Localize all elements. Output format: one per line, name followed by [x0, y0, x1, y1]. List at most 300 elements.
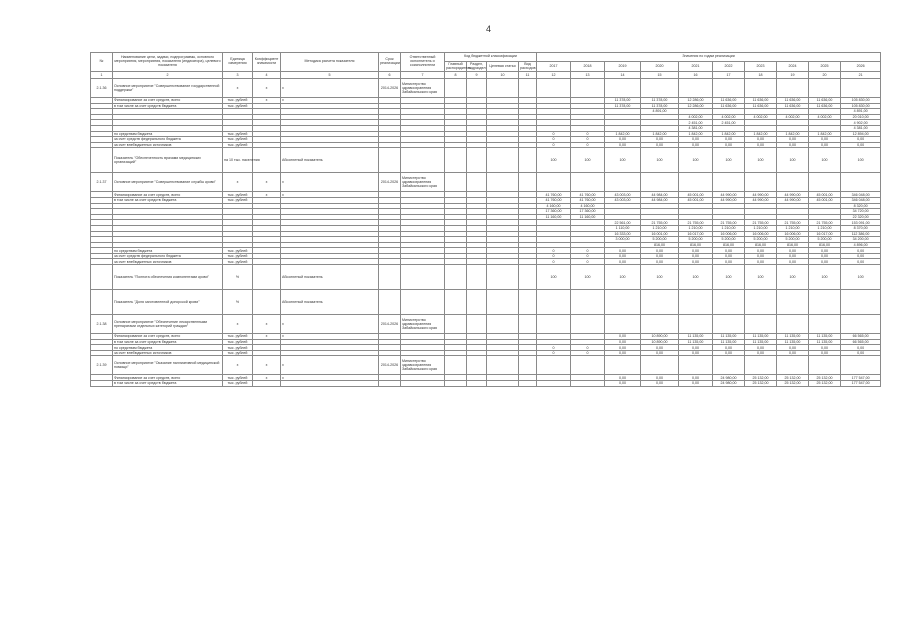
cell-value	[713, 79, 745, 98]
cell-value	[841, 173, 881, 192]
cell-value	[713, 315, 745, 334]
cell-value: 44 990,00	[777, 192, 809, 198]
cell-value: 0,00	[713, 259, 745, 265]
table-row	[91, 265, 881, 290]
cell-kbk	[467, 356, 487, 375]
column-index-cell: 16	[679, 72, 713, 79]
cell-method: х	[281, 356, 379, 375]
cell-value: 4 891,00	[841, 109, 881, 115]
cell-value: 0,00	[777, 253, 809, 259]
cell-method: х	[281, 315, 379, 334]
cell-value: 24 980,00	[713, 375, 745, 381]
cell-value: 0,00	[641, 253, 679, 259]
cell-name: за счет внебюджетных источников	[113, 350, 223, 356]
cell-value	[777, 315, 809, 334]
cell-value: 153 091,00	[841, 220, 881, 226]
cell-value: 2 451,00	[679, 120, 713, 126]
cell-kbk	[467, 290, 487, 315]
cell-unit: тыс. рублей	[223, 142, 253, 148]
cell-value: 0,00	[641, 142, 679, 148]
cell-value	[745, 290, 777, 315]
cell-value: 0,00	[841, 142, 881, 148]
cell-name: по средствам бюджета	[113, 131, 223, 137]
cell-value: 12 894,00	[841, 131, 881, 137]
column-index-cell: 2	[113, 72, 223, 79]
cell-value	[641, 315, 679, 334]
cell-name: Основное мероприятие "Совершенствование службы крови"	[113, 173, 223, 192]
cell-value	[537, 79, 571, 98]
cell-value: 0,00	[679, 142, 713, 148]
cell-value: 0,00	[841, 253, 881, 259]
cell-value: 0,00	[641, 345, 679, 351]
cell-value: 4 902,00	[841, 120, 881, 126]
cell-value: 4 002,00	[745, 114, 777, 120]
cell-value: 0,00	[841, 248, 881, 254]
cell-value: 12 286,00	[679, 103, 713, 109]
cell-unit: %	[223, 265, 253, 290]
cell-value: 4 381,00	[841, 125, 881, 131]
cell-value	[745, 315, 777, 334]
cell-kbk	[467, 315, 487, 334]
cell-name: Показатель "Полнота обеспечения компонентами крови"	[113, 265, 223, 290]
cell-value: 16 006,00	[777, 231, 809, 237]
cell-kbk	[519, 315, 537, 334]
cell-value: 0,00	[777, 248, 809, 254]
cell-method	[281, 381, 379, 387]
cell-value: 0,00	[641, 248, 679, 254]
cell-value: 100	[679, 265, 713, 290]
cell-value: 11 135,00	[679, 339, 713, 345]
cell-method: х	[281, 375, 379, 381]
cell-kbk	[445, 315, 467, 334]
cell-resp: Министерство здравоохранения Забайкальского края	[401, 79, 445, 98]
cell-value: 0	[571, 248, 605, 254]
cell-value: 0,00	[605, 142, 641, 148]
cell-value: 0	[571, 137, 605, 143]
cell-value: 4 002,00	[809, 114, 841, 120]
cell-kbk	[487, 173, 519, 192]
header-year: 2018	[571, 62, 605, 72]
cell-kbk	[487, 148, 519, 173]
cell-value: 0	[571, 131, 605, 137]
cell-unit: %	[223, 290, 253, 315]
column-index-cell: 21	[841, 72, 881, 79]
cell-value: 1 842,00	[809, 131, 841, 137]
cell-kbk	[487, 315, 519, 334]
cell-kbk	[467, 148, 487, 173]
cell-value	[641, 79, 679, 98]
header-year: 2020	[641, 62, 679, 72]
cell-unit: тыс. рублей	[223, 350, 253, 356]
cell-value: 100	[571, 148, 605, 173]
cell-value: 100	[745, 148, 777, 173]
cell-value: 44 990,00	[713, 197, 745, 203]
cell-value: 100	[841, 148, 881, 173]
cell-value: 816,00	[713, 242, 745, 248]
cell-value	[777, 173, 809, 192]
cell-no	[91, 148, 113, 173]
cell-value	[777, 79, 809, 98]
cell-kbk	[445, 356, 467, 375]
cell-value: 11 636,00	[713, 98, 745, 104]
header-method: Методика расчета показателя	[281, 53, 379, 72]
cell-value: 21 755,00	[745, 220, 777, 226]
cell-value: 4 002,00	[777, 114, 809, 120]
cell-value: 0	[537, 137, 571, 143]
header-year: 2021	[679, 62, 713, 72]
cell-term	[379, 290, 401, 315]
cell-value	[605, 290, 641, 315]
cell-value: 44 984,00	[641, 192, 679, 198]
cell-term: 2014-2026	[379, 79, 401, 98]
cell-value: 66 565,00	[841, 339, 881, 345]
cell-kbk	[519, 381, 537, 387]
cell-coef: х	[253, 98, 281, 104]
cell-value	[571, 79, 605, 98]
cell-value: 0,00	[679, 253, 713, 259]
cell-term	[379, 381, 401, 387]
cell-name: за счет внебюджетных источников	[113, 259, 223, 265]
cell-coef: х	[253, 173, 281, 192]
cell-unit: х	[223, 356, 253, 375]
table-row	[91, 315, 881, 334]
cell-value: 0	[537, 131, 571, 137]
cell-value: 11 636,00	[777, 103, 809, 109]
cell-resp: Министерство здравоохранения Забайкальского края	[401, 173, 445, 192]
cell-method: х	[281, 79, 379, 98]
cell-value: 1 110,00	[605, 225, 641, 231]
cell-value: 0,00	[679, 248, 713, 254]
cell-kbk	[487, 265, 519, 290]
cell-kbk	[467, 79, 487, 98]
cell-value: 0,00	[605, 137, 641, 143]
cell-value: 100	[777, 265, 809, 290]
cell-method: Абсолютный показатель	[281, 148, 379, 173]
cell-value: 0,00	[809, 253, 841, 259]
cell-value: 0,00	[841, 259, 881, 265]
cell-value	[571, 290, 605, 315]
cell-value: 4 002,00	[679, 114, 713, 120]
cell-value: 1 842,00	[679, 131, 713, 137]
cell-value: 25 132,00	[745, 375, 777, 381]
cell-kbk	[519, 356, 537, 375]
cell-value	[679, 173, 713, 192]
cell-value: 16 333,00	[605, 231, 641, 237]
cell-value: 0,00	[745, 142, 777, 148]
column-index-cell: 18	[745, 72, 777, 79]
cell-resp	[401, 381, 445, 387]
cell-value: 1 210,00	[745, 225, 777, 231]
cell-value: 0	[537, 259, 571, 265]
cell-name: в том числе за счет средств бюджета	[113, 103, 223, 109]
cell-unit: тыс. рублей	[223, 197, 253, 203]
cell-value: 11 135,00	[679, 334, 713, 340]
cell-value: 0,00	[605, 253, 641, 259]
cell-kbk	[445, 290, 467, 315]
cell-value	[745, 79, 777, 98]
cell-value: 0	[537, 345, 571, 351]
cell-coef: х	[253, 315, 281, 334]
cell-value: 21 755,00	[641, 220, 679, 226]
cell-value: 45 001,00	[809, 197, 841, 203]
cell-kbk	[487, 290, 519, 315]
cell-value: 5 200,00	[745, 237, 777, 243]
table-body	[91, 72, 881, 387]
cell-value: 0,00	[809, 142, 841, 148]
cell-unit: х	[223, 315, 253, 334]
cell-unit: х	[223, 79, 253, 98]
cell-value: 11 378,00	[641, 98, 679, 104]
header-kbk-section: Раздел, подраздел	[468, 61, 486, 70]
column-index-cell: 17	[713, 72, 745, 79]
cell-value: 11 135,00	[809, 339, 841, 345]
cell-value: 0,00	[809, 345, 841, 351]
column-index-cell: 20	[809, 72, 841, 79]
cell-value	[745, 173, 777, 192]
cell-value: 0,00	[777, 137, 809, 143]
cell-name: по средствам бюджета	[113, 345, 223, 351]
cell-value: 5 200,00	[777, 237, 809, 243]
cell-value: 11 160,00	[537, 214, 571, 220]
cell-unit: тыс. рублей	[223, 345, 253, 351]
cell-value: 16 006,00	[745, 231, 777, 237]
cell-value: 1 842,00	[745, 131, 777, 137]
column-index-cell: 3	[223, 72, 253, 79]
cell-coef: х	[253, 79, 281, 98]
cell-value: 5 200,00	[679, 237, 713, 243]
cell-value: 1 210,00	[679, 225, 713, 231]
cell-name: Основное мероприятие "Оказание паллиативной медицинской помощи"	[113, 356, 223, 375]
cell-value: 0,00	[841, 137, 881, 143]
cell-value: 0,00	[745, 259, 777, 265]
cell-value: 41 760,00	[537, 197, 571, 203]
cell-value: 10 890,00	[641, 334, 679, 340]
cell-value: 0,00	[605, 381, 641, 387]
table-row	[91, 381, 881, 387]
header-term: Срок реализации	[379, 53, 401, 72]
cell-value: 100	[809, 265, 841, 290]
table-row	[91, 173, 881, 192]
cell-value	[641, 173, 679, 192]
cell-value	[537, 315, 571, 334]
header-year: 2025	[809, 62, 841, 72]
cell-term: 2014-2026	[379, 173, 401, 192]
cell-value	[641, 290, 679, 315]
cell-method: х	[281, 334, 379, 340]
cell-name: в том числе за счет средств бюджета	[113, 197, 223, 203]
cell-value: 100	[713, 148, 745, 173]
cell-value	[605, 315, 641, 334]
cell-value: 0,00	[745, 248, 777, 254]
cell-value: 8 370,00	[841, 225, 881, 231]
cell-value: 100	[745, 265, 777, 290]
cell-value	[809, 356, 841, 375]
cell-value: 16 017,00	[679, 231, 713, 237]
column-index-cell: 8	[445, 72, 467, 79]
cell-value	[679, 290, 713, 315]
cell-no	[91, 265, 113, 290]
cell-unit: тыс. рублей	[223, 339, 253, 345]
cell-value: 0,00	[605, 339, 641, 345]
cell-value: 0,00	[641, 137, 679, 143]
cell-value	[571, 381, 605, 387]
program-indicators-table	[90, 52, 881, 387]
cell-resp	[401, 290, 445, 315]
cell-value: 20 010,00	[841, 114, 881, 120]
cell-value: 10 890,00	[641, 339, 679, 345]
cell-name: Финансирование за счет средств, всего	[113, 334, 223, 340]
cell-value: 816,00	[777, 242, 809, 248]
cell-value: 177 547,00	[841, 375, 881, 381]
cell-value: 11 135,00	[777, 334, 809, 340]
cell-value: 41 760,00	[537, 192, 571, 198]
cell-value: 100	[537, 265, 571, 290]
cell-value: 0,00	[777, 259, 809, 265]
cell-name: в том числе за счет средств бюджета	[113, 339, 223, 345]
cell-value: 21 755,00	[809, 220, 841, 226]
cell-name: Показатель "Обеспеченность врачами медицинских организаций"	[113, 148, 223, 173]
cell-value	[841, 290, 881, 315]
header-kbk: Код бюджетной классификации	[445, 53, 537, 62]
cell-term	[379, 265, 401, 290]
cell-kbk	[467, 173, 487, 192]
cell-value: 44 984,00	[641, 197, 679, 203]
cell-value: 0,00	[641, 259, 679, 265]
header-year: 2019	[605, 62, 641, 72]
cell-value: 4 160,00	[571, 203, 605, 209]
table-row	[91, 356, 881, 375]
cell-value: 11 378,00	[641, 103, 679, 109]
cell-value	[809, 290, 841, 315]
passport-table-sheet	[90, 52, 868, 620]
cell-value: 816,00	[745, 242, 777, 248]
cell-value: 0,00	[679, 375, 713, 381]
cell-value	[841, 79, 881, 98]
cell-value: 11 135,00	[777, 339, 809, 345]
cell-value: 4 896,00	[841, 242, 881, 248]
cell-value: 100	[641, 148, 679, 173]
cell-value: 1 210,00	[713, 225, 745, 231]
cell-value: 816,00	[809, 242, 841, 248]
cell-value: 0,00	[809, 350, 841, 356]
cell-value: 100	[605, 148, 641, 173]
cell-value: 11 135,00	[745, 334, 777, 340]
cell-value: 21 755,00	[679, 220, 713, 226]
column-index-cell: 7	[401, 72, 445, 79]
cell-value	[571, 173, 605, 192]
cell-unit: тыс. рублей	[223, 248, 253, 254]
cell-unit: на 10 тыс. населения	[223, 148, 253, 173]
cell-value: 0,00	[777, 142, 809, 148]
cell-value: 100	[841, 265, 881, 290]
cell-value	[809, 315, 841, 334]
header-name: Наименование цели, задачи, подпрограммы, основного мероприятия, мероприятия, показателя (индикатора), целевого показателя	[113, 53, 223, 72]
cell-no: 2.1.36	[91, 79, 113, 98]
cell-name: Финансирование за счет средств, всего	[113, 375, 223, 381]
cell-method: х	[281, 192, 379, 198]
cell-kbk	[445, 79, 467, 98]
cell-coef: х	[253, 375, 281, 381]
header-year: 2017	[537, 62, 571, 72]
cell-value: 44 990,00	[745, 197, 777, 203]
cell-value: 4 160,00	[537, 203, 571, 209]
cell-value: 1 842,00	[777, 131, 809, 137]
cell-value: 45 001,00	[809, 192, 841, 198]
cell-value: 1 842,00	[605, 131, 641, 137]
cell-value: 45 001,00	[679, 197, 713, 203]
column-index-cell: 9	[467, 72, 487, 79]
cell-value: 11 636,00	[713, 103, 745, 109]
cell-no	[91, 381, 113, 387]
cell-value: 22 561,00	[605, 220, 641, 226]
column-index-cell: 5	[281, 72, 379, 79]
cell-value: 0,00	[713, 345, 745, 351]
cell-value: 5 200,00	[809, 237, 841, 243]
cell-value	[605, 173, 641, 192]
cell-value: 16 017,00	[809, 231, 841, 237]
page-number: 4	[486, 24, 492, 34]
cell-value: 11 378,00	[605, 103, 641, 109]
cell-value: 0,00	[605, 259, 641, 265]
column-index-cell: 13	[571, 72, 605, 79]
cell-value: 0,00	[679, 381, 713, 387]
cell-unit: тыс. рублей	[223, 253, 253, 259]
header-kbk-vr: Вид расходов	[520, 61, 536, 70]
cell-value: 100	[641, 265, 679, 290]
cell-coef	[253, 265, 281, 290]
cell-kbk	[445, 265, 467, 290]
cell-value: 0	[571, 350, 605, 356]
cell-name: Финансирование за счет средств, всего	[113, 192, 223, 198]
cell-kbk	[467, 381, 487, 387]
cell-value: 0	[537, 142, 571, 148]
cell-kbk	[519, 173, 537, 192]
cell-value: 100	[713, 265, 745, 290]
cell-name: в том числе за счет средств бюджета	[113, 381, 223, 387]
cell-value	[809, 173, 841, 192]
cell-kbk	[445, 148, 467, 173]
cell-resp	[401, 265, 445, 290]
cell-kbk	[519, 148, 537, 173]
cell-value: 11 636,00	[809, 103, 841, 109]
cell-resp	[401, 148, 445, 173]
cell-value: 0,00	[641, 350, 679, 356]
cell-name: Показатель "Доля заготовленной донорской крови"	[113, 290, 223, 315]
cell-kbk	[519, 290, 537, 315]
cell-method: Абсолютный показатель	[281, 265, 379, 290]
column-index-cell: 11	[519, 72, 537, 79]
cell-value: 0,00	[809, 137, 841, 143]
cell-kbk	[487, 356, 519, 375]
cell-value: 0,00	[679, 137, 713, 143]
cell-value: 0	[537, 253, 571, 259]
cell-value: 177 547,00	[841, 381, 881, 387]
cell-value: 105 830,00	[841, 98, 881, 104]
header-no: №	[91, 53, 113, 72]
cell-value: 0,00	[605, 248, 641, 254]
header-coef: Коэффициент значимости	[253, 53, 281, 72]
cell-value: 16 006,00	[713, 231, 745, 237]
cell-value	[679, 315, 713, 334]
cell-value: 11 636,00	[777, 98, 809, 104]
cell-unit: тыс. рублей	[223, 334, 253, 340]
cell-value: 0,00	[841, 350, 881, 356]
cell-method: Абсолютный показатель	[281, 290, 379, 315]
cell-value: 44 990,00	[777, 197, 809, 203]
header-year: 2026	[841, 62, 881, 72]
cell-value: 0,00	[841, 345, 881, 351]
cell-value	[605, 356, 641, 375]
